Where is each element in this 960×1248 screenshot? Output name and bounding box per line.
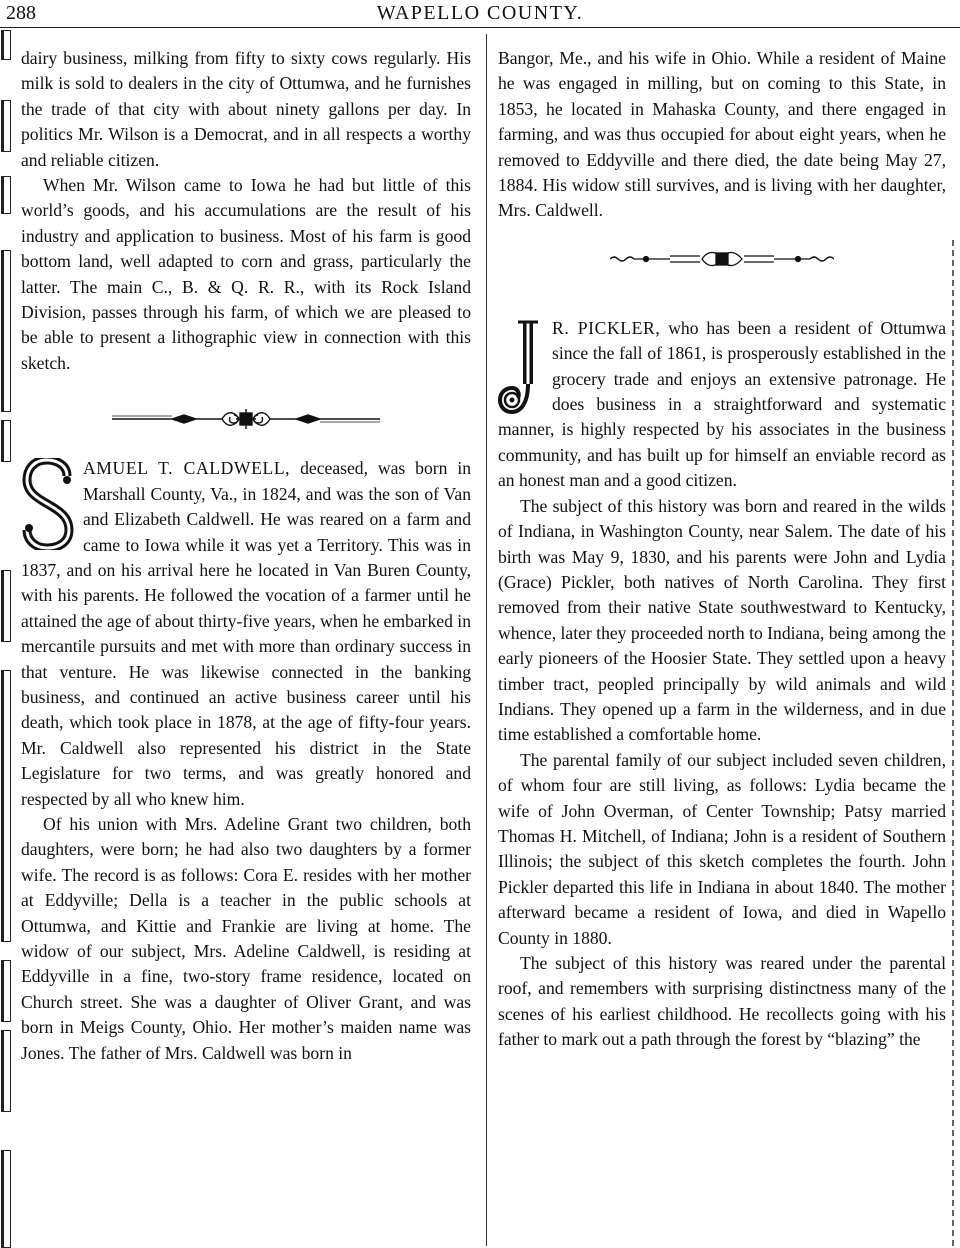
- binding-edge-left: [0, 30, 10, 1246]
- caldwell-intro-text: deceased, was born in Marshall County, Va., in 1824, and was the son of Van and Elizabeth Caldwell. He was reared on a farm and came to Iowa while it was yet a Territory. This was in 1837, and on his arrival here he located in Van Buren County, with his parents. He followed the vocation of a farmer until he attained the age of about thirty-five years, when he embarked in mercantile pursuits and met with more than ordinary success in that venture. He was likewise connected in the banking business, and continued an active business career until his death, which took place in 1878, at the age of fifty-four years. Mr. Caldwell also represented his district in the State Legislature for two terms, and was greatly honored and respected by all who knew him.: [21, 458, 472, 809]
- column-divider: [486, 34, 487, 1246]
- page-header: [0, 0, 960, 30]
- binding-mark: [1, 250, 11, 412]
- binding-mark: [1, 30, 11, 60]
- paragraph-caldwell-intro: [21, 456, 471, 812]
- running-head: WAPELLO COUNTY.: [376, 2, 584, 24]
- dropcap-j: [498, 320, 544, 414]
- binding-mark: [1, 420, 11, 462]
- paragraph-pickler-intro: [498, 316, 946, 494]
- paragraph-wilson-farm: When Mr. Wilson came to Iowa he had but little of this world’s goods, and his accumulations are the result of his industry and application to business. Most of his farm is good bottom land, well adapted to corn and grass, particularly the latter. The main C., B. & Q. R. R., with its Rock Island Division, passes through his farm, of which we are pleased to be able to present a lithographic view in connection with this sketch.: [21, 175, 471, 373]
- binding-mark: [1, 670, 11, 942]
- header-rule: [0, 27, 960, 28]
- section-divider-ornament: [610, 246, 834, 268]
- paragraph-caldwell-father: Bangor, Me., and his wife in Ohio. While a resident of Maine he was engaged in milling, but on coming to this State, in 1853, he located in Mahaska County, and there engaged in farming, and was thus occupied for about eight years, when he removed to Eddyville and there died, the date being May 27, 1884. His widow still survives, and is living with her daughter, Mrs. Caldwell.: [498, 48, 946, 221]
- binding-mark: [1, 1150, 11, 1248]
- binding-mark: [1, 570, 11, 642]
- caldwell-name-lead: AMUEL T. CALDWELL,: [83, 458, 291, 479]
- paragraph-pickler-birth: The subject of this history was born and reared in the wilds of Indiana, in Washington County, near Salem. The date of his birth was May 9, 1830, and his parents were John and Lydia (Grace) Pickler, both natives of North Carolina. They first removed from their native State southwestward to Kentucky, whence, later they proceeded north to Indiana, being among the early pioneers of the Hoosier State. They settled upon a heavy timber tract, peopled principally by wild animals and wild Indians. They opened up a farm in the wilderness, and in due time established a comfortable home.: [498, 495, 946, 745]
- ornamental-initial-s: [21, 458, 77, 550]
- binding-mark: [1, 1030, 11, 1112]
- dropcap-s: [21, 458, 77, 550]
- binding-mark: [1, 100, 11, 152]
- ornamental-initial-j: [498, 320, 544, 414]
- right-column: [498, 46, 946, 1053]
- binding-edge-right: [952, 240, 958, 1246]
- paragraph-pickler-family: The parental family of our subject included seven children, of whom four are still living, as follows: Lydia became the wife of John Overman, of Center Township; Patsy married Thomas H. Mitchell, of Indiana; John is a resident of Southern Illinois; the subject of this sketch completes the fourth. John Pickler departed this life in Indiana in about 1840. The mother afterward became a resident of Iowa, and died in Wapello County in 1880.: [498, 749, 946, 948]
- binding-mark: [1, 960, 11, 1022]
- pickler-name-lead: R. PICKLER,: [552, 317, 661, 338]
- paragraph-wilson-dairy: dairy business, milking from fifty to sixty cows regularly. His milk is sold to dealers in the city of Ottumwa, and he furnishes the trade of that city with about ninety gallons per day. In politics Mr. Wilson is a Democrat, and in all respects a worthy and reliable citizen.: [21, 48, 471, 170]
- section-divider-ornament: [112, 406, 380, 432]
- paragraph-pickler-childhood: The subject of this history was reared under the parental roof, and remembers with surprising distinctness many of the scenes of his earliest childhood. He recollects going with his father to mark out a path through the forest by “blazing” the: [498, 953, 946, 1050]
- paragraph-caldwell-family: Of his union with Mrs. Adeline Grant two children, both daughters, were born; he had also two daughters by a former wife. The record is as follows: Cora E. resides with her mother at Eddyville; Della is a teacher in the public schools at Ottumwa, and Kittie and Frankie are living at home. The widow of our subject, Mrs. Adeline Caldwell, is residing at Eddyville in a fine, two-story frame residence, located on Church street. She was a daughter of Oliver Grant, and was born in Meigs County, Ohio. Her mother’s maiden name was Jones. The father of Mrs. Caldwell was born in: [21, 813, 471, 1063]
- pickler-intro-text: who has been a resident of Ottumwa since the fall of 1861, is prosperously established in the grocery trade and enjoys an extensive patronage. He does business in a straightforward and systematic manner, is highly respected by his associates in the business community, and has built up for himself an enviable record as an honest man and a good citizen.: [498, 317, 947, 491]
- binding-mark: [1, 176, 11, 214]
- page-number: 288: [6, 2, 36, 24]
- left-column: [21, 46, 471, 1066]
